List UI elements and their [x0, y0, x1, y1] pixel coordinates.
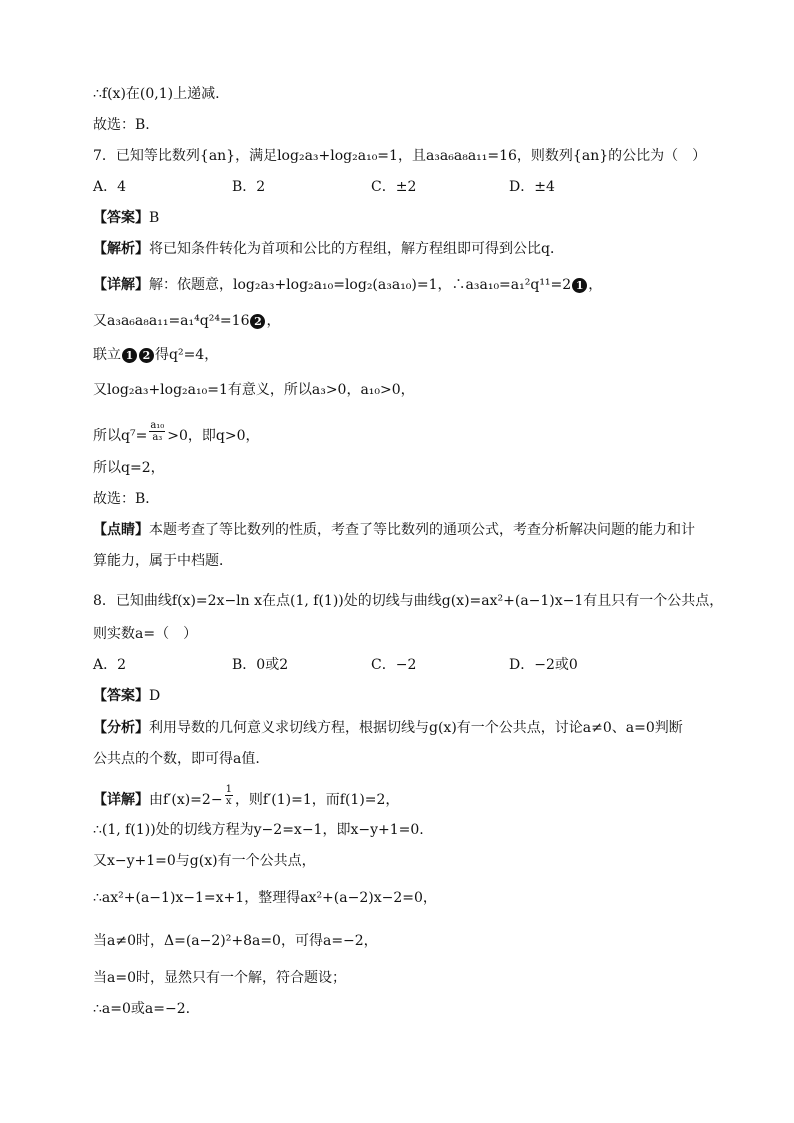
question-7-comment-1	[93, 520, 754, 540]
detail-text: 所以q⁷=	[93, 428, 148, 444]
detail-text: ∴(1, f(1))处的切线方程为y−2=x−1，即x−y+1=0.	[93, 822, 424, 838]
question-8-analysis-1	[93, 718, 754, 738]
question-8-detail-2	[93, 820, 754, 840]
text: 7．已知等比数列{an}，满足log₂a₃+log₂a₁₀=1，且a₃a₆a₈a₁₁=16，则数列{an}的公比为（ ）	[93, 148, 707, 164]
option-d: D．±4	[509, 179, 555, 195]
text: 故选：B.	[93, 117, 150, 133]
detail-text: 当a=0时，显然只有一个解，符合题设；	[93, 970, 346, 986]
analysis-text: 公共点的个数，即可得a值.	[93, 751, 260, 767]
denominator: a₃	[152, 432, 163, 443]
conclusion-line	[93, 84, 754, 104]
question-7-detail-3	[93, 345, 754, 365]
option-c: C．±2	[371, 179, 417, 195]
detail-text: 当a≠0时，Δ=(a−2)²+8a=0，可得a=−2，	[93, 933, 378, 949]
question-8-analysis-2	[93, 749, 754, 769]
question-7-stem	[93, 146, 754, 166]
circled-number: 2	[250, 314, 265, 329]
option-b: B．2	[232, 179, 266, 195]
comment-tag: 【点睛】	[93, 522, 149, 538]
question-8-answer	[93, 686, 754, 706]
option-d: D．−2或0	[509, 657, 578, 673]
detail-tag: 【详解】	[93, 277, 149, 293]
detail-text: 解：依题意，log₂a₃+log₂a₁₀=log₂(a₃a₁₀)=1，∴a₃a₁₀=a₁²q¹¹=2	[149, 277, 572, 293]
question-7-detail-1: 【详解】解：依题意，log₂a₃+log₂a₁₀=log₂(a₃a₁₀)=1，∴a₃a₁₀=a₁²q¹¹=2 1 ，	[93, 277, 603, 293]
detail-text: 所以q=2，	[93, 460, 165, 476]
numerator: a₁₀	[150, 420, 165, 431]
analysis-text: 将已知条件转化为首项和公比的方程组，解方程组即可得到公比q．	[149, 241, 564, 257]
option-a: A．2	[93, 657, 127, 673]
option-a: A．4	[93, 179, 127, 195]
detail-text: 又a₃a₆a₈a₁₁=a₁⁴q²⁴=16	[93, 313, 250, 329]
question-8-detail-6	[93, 968, 754, 988]
detail-text: 得q²=4，	[155, 347, 219, 363]
detail-text: ∴a=0或a=−2.	[93, 1001, 191, 1017]
fraction	[149, 420, 165, 443]
question-7-comment-2	[93, 551, 754, 571]
detail-text: 联立	[93, 347, 121, 363]
question-8-detail-1	[93, 784, 754, 810]
answer-value: D	[149, 688, 161, 704]
comment-text: 算能力，属于中档题．	[93, 553, 233, 569]
question-8-detail-7	[93, 999, 754, 1019]
detail-text: 由f′(x)=2−	[149, 792, 223, 808]
question-7-detail-2: 又a₃a₆a₈a₁₁=a₁⁴q²⁴=16 2 ，	[93, 313, 281, 329]
analysis-tag: 【解析】	[93, 241, 149, 257]
answer-tag: 【答案】	[93, 210, 149, 226]
question-8-stem-2	[93, 624, 754, 644]
text: 则实数a=（ ）	[93, 626, 198, 642]
question-8-detail-5	[93, 931, 754, 951]
question-7-detail-6	[93, 458, 754, 478]
question-7-analysis	[93, 239, 754, 259]
analysis-text: 利用导数的几何意义求切线方程，根据切线与g(x)有一个公共点，讨论a≠0、a=0判断	[149, 720, 683, 736]
circled-number: 1	[122, 348, 137, 363]
question-7-answer	[93, 208, 754, 228]
detail-text: ，则f′(1)=1，而f(1)=2，	[234, 792, 400, 808]
answer-tag: 【答案】	[93, 688, 149, 704]
comment-text: 本题考查了等比数列的性质，考查了等比数列的通项公式，考查分析解决问题的能力和计	[149, 522, 695, 538]
choice-line	[93, 115, 754, 135]
text: 8．已知曲线f(x)=2x−ln x在点(1, f(1))处的切线与曲线g(x)=ax²+(a−1)x−1有且只有一个公共点，	[93, 593, 724, 609]
detail-tag: 【详解】	[93, 792, 149, 808]
fraction	[225, 784, 233, 807]
question-8-stem-1	[93, 591, 754, 611]
detail-text: 故选：B．	[93, 491, 160, 507]
detail-text: 又x−y+1=0与g(x)有一个公共点，	[93, 853, 316, 869]
detail-text: >0，即q>0，	[167, 428, 260, 444]
circled-number: 1	[572, 278, 587, 293]
text: ∴f(x)在(0,1)上递减.	[93, 86, 220, 102]
option-b: B．0或2	[232, 657, 289, 673]
analysis-tag: 【分析】	[93, 720, 149, 736]
question-7-detail-5	[93, 420, 754, 446]
circled-number: 2	[139, 348, 154, 363]
question-7-detail-4	[93, 380, 754, 400]
detail-text: 又log₂a₃+log₂a₁₀=1有意义，所以a₃>0，a₁₀>0，	[93, 382, 415, 398]
detail-text: ∴ax²+(a−1)x−1=x+1，整理得ax²+(a−2)x−2=0，	[93, 890, 437, 906]
numerator: 1	[225, 784, 232, 795]
answer-value: B	[149, 210, 160, 226]
denominator: x	[225, 796, 232, 807]
question-8-detail-4	[93, 888, 754, 908]
question-8-detail-3	[93, 851, 754, 871]
option-c: C．−2	[371, 657, 417, 673]
question-7-detail-7	[93, 489, 754, 509]
